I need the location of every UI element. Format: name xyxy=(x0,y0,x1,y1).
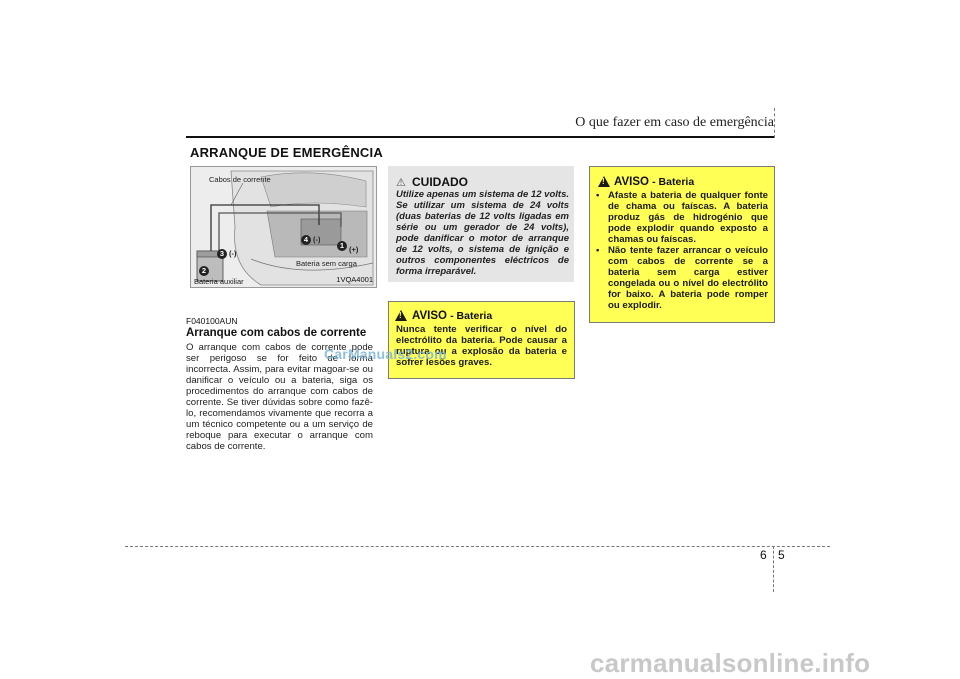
marker-4: 4 xyxy=(301,235,311,245)
page-number-separator xyxy=(773,546,774,592)
label-cables: Cabos de corrente xyxy=(209,175,271,184)
warning-title-sub: - Bateria xyxy=(652,176,695,188)
warning-triangle-icon: ! xyxy=(395,310,407,321)
warning-title-sub: - Bateria xyxy=(450,310,493,322)
header-rule-tick xyxy=(774,108,776,138)
body-paragraph: O arranque com cabos de corrente pode ser perigoso se for feito de forma incorrecta. Assim, para evitar magoar-se ou danificar o veículo ou a bateria, siga os procedimentos do arranque com cabos de corrente. Se tiver dúvidas sobre como fazê-lo, recomendamos vivamente que recorra a um técnico competente ou a um serviço de reboque para executar o arranque com cabos de corrente. xyxy=(186,342,373,452)
neg-terminal-label: (-) xyxy=(229,249,237,258)
reference-code: F040100AUN xyxy=(186,316,238,326)
warning-list-item: • Afaste a bateria de qualquer fonte de chama ou faíscas. A bateria produz gás de hidrogénio que pode explodir quando exposto a chamas ou faíscas. xyxy=(594,190,768,245)
watermark-middle: CarManuals2.com xyxy=(324,346,447,362)
warning-list-item: • Não tente fazer arrancar o veículo com cabos de corrente se a bateria sem carga estiver congelada ou o nível do electrólito for baixo. A bateria pode romper ou explodir. xyxy=(594,245,768,311)
subheading: Arranque com cabos de corrente xyxy=(186,327,367,339)
warning-triangle-icon: ! xyxy=(598,176,610,187)
warning-title xyxy=(412,310,492,322)
header-rule xyxy=(186,136,774,138)
marker-3: 3 xyxy=(217,249,227,259)
caution-text: Utilize apenas um sistema de 12 volts. Se utilizar um sistema de 24 volts (duas baterias de 12 volts ligadas em série ou um gerador de 24 volts), pode danificar o motor de arranque de 12 volts, o sistema de ignição e outros componentes eléctricos de forma irreparável. xyxy=(396,189,569,277)
warning-title xyxy=(614,176,694,188)
label-dead-battery: Bateria sem carga xyxy=(296,259,357,268)
illustration-code: 1VQA4001 xyxy=(336,275,373,284)
label-aux-battery: Bateria auxiliar xyxy=(194,277,244,286)
marker-2: 2 xyxy=(199,266,209,276)
warning-list xyxy=(594,190,768,311)
warning-triangle-icon: ⚠ xyxy=(396,177,406,189)
neg-terminal-label: (-) xyxy=(313,235,321,244)
footer-rule xyxy=(125,546,830,547)
section-heading: ARRANQUE DE EMERGÊNCIA xyxy=(190,145,383,160)
pos-terminal-label: (+) xyxy=(349,245,359,254)
watermark-bottom: carmanualsonline.info xyxy=(590,648,871,678)
warning-title-main: AVISO xyxy=(614,176,649,188)
marker-1: 1 xyxy=(337,241,347,251)
page-number: 5 xyxy=(778,548,785,562)
chapter-title: O que fazer em caso de emergência xyxy=(575,115,774,130)
warning-title-main: AVISO xyxy=(412,310,447,322)
page-chapter-number: 6 xyxy=(760,548,767,562)
caution-title: CUIDADO xyxy=(412,175,468,189)
jump-start-illustration xyxy=(190,166,377,288)
warning-text: Nunca tente verificar o nível do electrólito da bateria. Pode causar a ruptura ou a explosão da bateria e sofrer lesões graves. xyxy=(396,324,567,368)
car-trunk-drawing xyxy=(191,167,376,287)
